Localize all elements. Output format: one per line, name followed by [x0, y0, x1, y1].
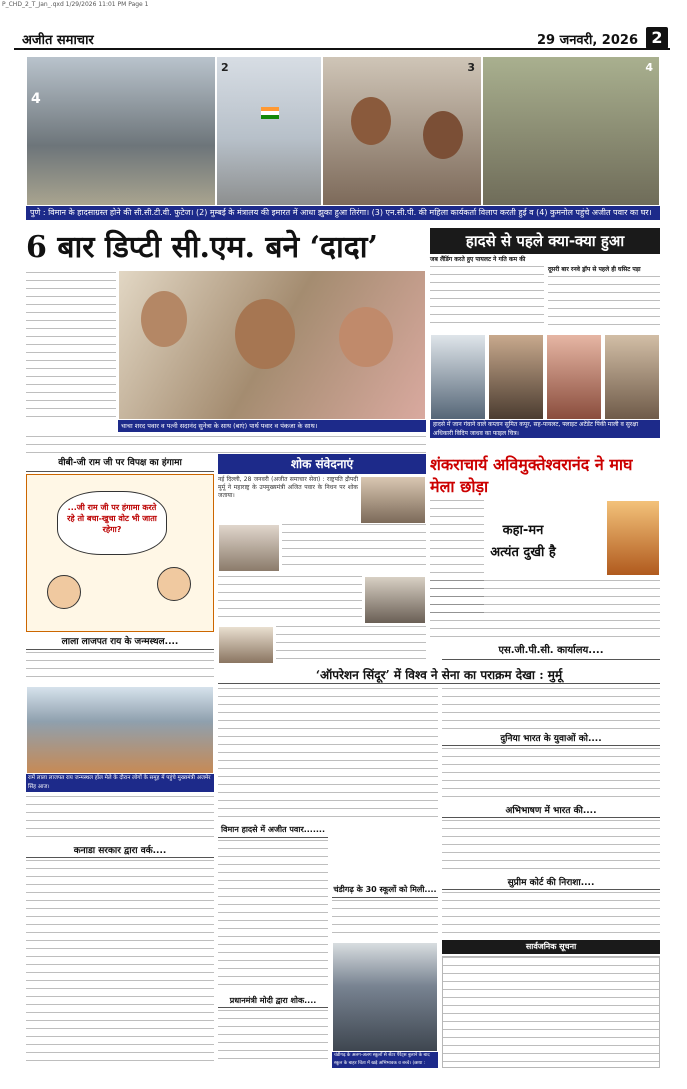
abhibhashan-text	[442, 820, 660, 874]
cartoon-character-icon	[157, 567, 191, 601]
person-icon	[339, 307, 393, 367]
accident-text	[430, 266, 544, 330]
president-photo	[360, 476, 426, 524]
notice-title: सार्वजनिक सूचना	[442, 940, 660, 954]
lajpat-text-continued	[26, 796, 214, 840]
publication-name: अजीत समाचार	[22, 33, 94, 48]
cartoon-title: वीबी-जी राम जी पर विपक्ष का हंगामा	[26, 454, 214, 472]
chandigarh-caption: चंडीगढ़ के अलग-अलग स्कूलों से सेंटर पैरेंट्स बुलाने के बाद स्कूल के बाहर चिंता में खड़े अभिभावक व बच्चे। (छाया : सुप्रीत सिंह)	[332, 1052, 438, 1068]
residence-photo	[482, 56, 660, 206]
chandigarh-title: चंडीगढ़ के 30 स्कूलों को मिली....	[332, 882, 438, 898]
leader-photo	[364, 576, 426, 624]
youth-title: दुनिया भारत के युवाओं को....	[442, 732, 660, 746]
accident-subtitle: दूसरी बार रनवे ड्रॉप से पहले ही घसिट पड़ा	[548, 266, 641, 273]
main-story-continued	[26, 436, 426, 454]
main-story-text	[26, 272, 116, 422]
condolence-text	[276, 626, 426, 664]
accident-box-title: हादसे से पहले क्या-क्या हुआ	[430, 228, 660, 254]
lajpat-title: लाला लाजपत राय के जन्मस्थल....	[26, 634, 214, 650]
page-header	[14, 26, 670, 50]
photo-number: 4	[645, 61, 653, 74]
top-photo-caption: पुणे : विमान के हादसाग्रस्त होने की सी.सी.टी.वी. फुटेज। (2) मुम्बई के मंत्रालय की इमारत में आधा झुका हुआ तिरंगा। (3) एन.सी.पी. की महिला कार्यकर्ता विलाप करती हुई व (4) कुमनोल पहुंचे अजीत पवार का घर।	[26, 206, 660, 220]
mourners-photo	[322, 56, 482, 206]
cctv-photo	[26, 56, 216, 206]
canada-title: कनाडा सरकार द्वारा वर्क....	[26, 844, 214, 858]
accident-text	[548, 276, 660, 330]
operation-text	[218, 688, 438, 818]
shankaracharya-photo	[606, 500, 660, 576]
sgpc-title: एस.जी.पी.सी. कार्यालय....	[442, 642, 660, 660]
chandigarh-photo	[332, 942, 438, 1052]
condolence-text	[218, 576, 362, 624]
shankaracharya-text-continued	[430, 580, 660, 642]
flag-icon	[261, 107, 279, 119]
shankaracharya-headline: शंकराचार्य अविमुक्तेश्वरानंद ने माघ मेला छोड़ा	[430, 455, 633, 496]
crew-photo	[430, 334, 486, 420]
pm-title: प्रधानमंत्री मोदी द्वारा शोक....	[218, 994, 328, 1008]
file-info-bar: P_CHD_2_T_Jan_.qxd 1/29/2026 11:01 PM Page 1	[0, 0, 687, 9]
condolence-dateline: नई दिल्ली, 28 जनवरी (अजीत समाचार सेवा) : राष्ट्रपति द्रौपदी मुर्मू ने महाराष्ट्र के उपमुख्यमंत्री अजित पवार के निधन पर शोक जताया।	[218, 476, 358, 499]
crew-photo	[604, 334, 660, 420]
shankaracharya-quote: कहा-मन अत्यंत दुखी है	[490, 523, 556, 560]
plane-text	[218, 840, 328, 990]
pm-text	[218, 1010, 328, 1066]
canada-text	[26, 860, 214, 1066]
mantralaya-photo	[216, 56, 322, 206]
main-photo-caption: चाचा शरद पवार व पत्नी सदानंद सुनेत्रा के साथ (बाएं) पार्थ पवार व पंकजा के साथ।	[118, 420, 426, 432]
sgpc-text	[442, 688, 660, 730]
page-number: 2	[646, 27, 668, 49]
person-icon	[235, 299, 295, 369]
condolence-title: शोक संवेदनाएं	[218, 454, 426, 474]
photo-number: 2	[221, 61, 229, 74]
crew-photos	[430, 334, 660, 420]
speech-bubble: ...जी राम जी पर हंगामा करते रहे तो बचा-खुचा वोट भी जाता रहेगा?	[57, 491, 167, 555]
photo-number: 4	[31, 91, 41, 107]
person-icon	[351, 97, 391, 145]
pawar-family-photo	[118, 270, 426, 420]
operation-headline: ‘ऑपरेशन सिंदूर’ में विश्व ने सेना का पराक्रम देखा : मुर्मू	[218, 666, 660, 684]
plane-title: विमान हादसे में अजीत पवार.......	[218, 822, 328, 838]
condolence-text	[282, 524, 426, 572]
person-icon	[423, 111, 463, 159]
leader-photo	[218, 524, 280, 572]
supreme-court-title: सुप्रीम कोर्ट की निराशा....	[442, 876, 660, 890]
lajpat-photo	[26, 686, 214, 774]
chandigarh-text	[332, 900, 438, 940]
notice-text	[442, 956, 660, 1068]
crew-photo	[488, 334, 544, 420]
lajpat-caption: रामें लाला लाजपत राय जन्मस्थल हॉल मेले के दौरान लोगों के समूह में पहुंचे मुख्यमंत्री अजमेर सिंह आज।	[26, 774, 214, 792]
crew-caption: हादसे में जान गंवाने वाले कप्तान सुमित कपूर, सह-पायलट, फ्लाइट अटेंडेंट पिंकी माली व सुरक्षा अधिकारी विदिप जाधव का फाइल चित्र।	[430, 420, 660, 438]
crew-photo	[546, 334, 602, 420]
photo-number: 3	[467, 61, 475, 74]
supreme-court-text	[442, 892, 660, 938]
youth-text	[442, 748, 660, 802]
page-date: 29 जनवरी, 2026	[536, 33, 638, 48]
cartoon-character-icon	[47, 575, 81, 609]
cartoon-panel	[26, 474, 214, 632]
abhibhashan-title: अभिभाषण में भारत की....	[442, 804, 660, 818]
accident-subtitle: जब लैंडिंग करते हुए पायलट ने गति कम की	[430, 256, 526, 263]
main-headline: 6 बार डिप्टी सी.एम. बने ‘दादा’	[26, 230, 378, 265]
lajpat-text	[26, 652, 214, 684]
person-icon	[141, 291, 187, 347]
leader-photo	[218, 626, 274, 664]
